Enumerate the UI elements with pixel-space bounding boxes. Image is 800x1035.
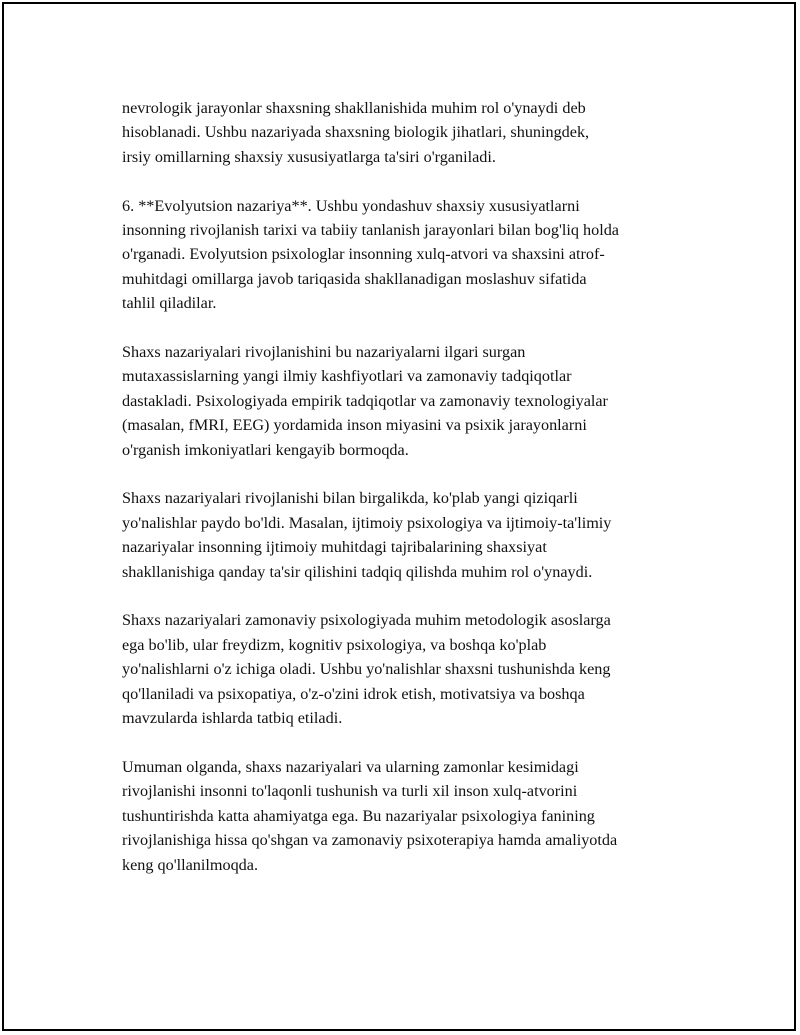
paragraph [122, 486, 702, 584]
text-line: Shaxs nazariyalari zamonaviy psixologiyada muhim metodologik asoslarga [122, 611, 611, 630]
text-line: 6. **Evolyutsion nazariya**. Ushbu yondashuv shaxsiy xususiyatlarni [122, 196, 580, 215]
paragraph [122, 755, 702, 877]
page-frame [2, 2, 796, 1031]
text-line: (masalan, fMRI, EEG) yordamida inson miyasini va psixik jarayonlarni [122, 416, 587, 435]
text-line: nazariyalar insonning ijtimoiy muhitdagi tajribalarining shaxsiyat [122, 538, 547, 557]
text-line: Shaxs nazariyalari rivojlanishini bu nazariyalarni ilgari surgan [122, 343, 526, 362]
paragraph [122, 608, 702, 730]
text-line: yo'nalishlar paydo bo'ldi. Masalan, ijtimoiy psixologiya va ijtimoiy-ta'limiy [122, 513, 612, 532]
text-line: mutaxassislarning yangi ilmiy kashfiyotlari va zamonaviy tadqiqotlar [122, 367, 572, 386]
text-line: keng qo'llanilmoqda. [122, 855, 258, 874]
text-line: qo'llaniladi va psixopatiya, o'z-o'zini idrok etish, motivatsiya va boshqa [122, 684, 585, 703]
text-line: nevrologik jarayonlar shaxsning shakllanishida muhim rol o'ynaydi deb [122, 99, 586, 117]
paragraph [122, 340, 702, 462]
document-body [122, 96, 702, 901]
text-line: rivojlanishi insonni to'laqonli tushunish va turli xil inson xulq-atvorini [122, 782, 578, 801]
text-line: hisoblanadi. Ushbu nazariyada shaxsning biologik jihatlari, shuningdek, [122, 123, 590, 142]
text-line: yo'nalishlarni o'z ichiga oladi. Ushbu yo'nalishlar shaxsni tushunishda keng [122, 660, 611, 679]
paragraph [122, 194, 702, 316]
text-line: shakllanishiga qanday ta'sir qilishini tadqiq qilishda muhim rol o'ynaydi. [122, 562, 593, 581]
text-line: ega bo'lib, ular freydizm, kognitiv psixologiya, va boshqa ko'plab [122, 635, 547, 654]
text-line: muhitdagi omillarga javob tariqasida shakllanadigan moslashuv sifatida [122, 269, 587, 288]
text-line: dastakladi. Psixologiyada empirik tadqiqotlar va zamonaviy texnologiyalar [122, 391, 608, 410]
text-line: o'rganadi. Evolyutsion psixologlar insonning xulq-atvori va shaxsini atrof- [122, 245, 605, 264]
text-line: Shaxs nazariyalari rivojlanishi bilan birgalikda, ko'plab yangi qiziqarli [122, 489, 578, 508]
text-line: irsiy omillarning shaxsiy xususiyatlarga ta'siri o'rganiladi. [122, 147, 496, 166]
text-line: Umuman olganda, shaxs nazariyalari va ularning zamonlar kesimidagi [122, 757, 579, 776]
paragraph [122, 96, 702, 169]
text-line: insonning rivojlanish tarixi va tabiiy tanlanish jarayonlari bilan bog'liq holda [122, 221, 619, 240]
text-line: mavzularda ishlarda tatbiq etiladi. [122, 709, 343, 728]
text-line: rivojlanishiga hissa qo'shgan va zamonaviy psixoterapiya hamda amaliyotda [122, 831, 618, 850]
text-line: tahlil qiladilar. [122, 294, 217, 313]
text-line: tushuntirishda katta ahamiyatga ega. Bu nazariyalar psixologiya fanining [122, 806, 595, 825]
text-line: o'rganish imkoniyatlari kengayib bormoqda. [122, 440, 409, 459]
